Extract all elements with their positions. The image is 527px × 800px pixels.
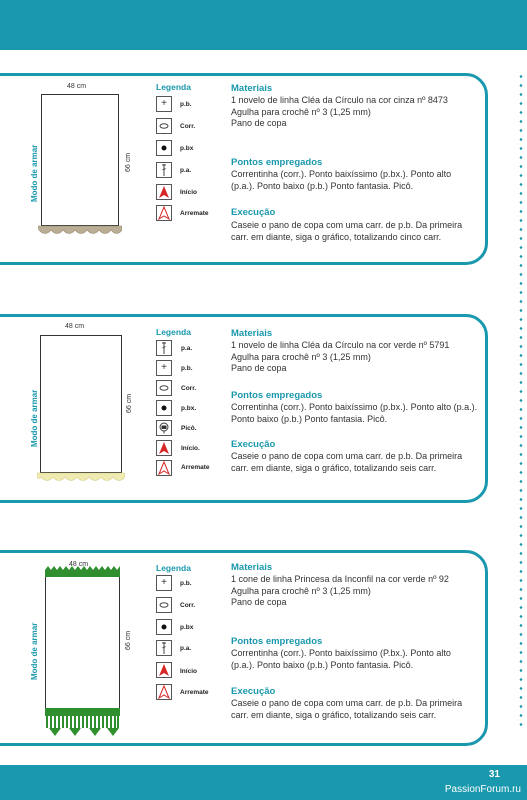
plus-icon: + <box>156 575 172 591</box>
legend-label: Início <box>180 668 197 675</box>
legend-label: Corr. <box>180 602 196 609</box>
legend-label: Início. <box>181 445 200 452</box>
materials-text-3: 1 cone de linha Princesa da Inconfil na cor verde nº 92 Agulha para crochê nº 3 (1,25 mm) Pano de copa <box>231 574 449 607</box>
plus-icon: + <box>156 360 172 376</box>
legend-label: p.b. <box>180 101 192 108</box>
execution-text-3: Caseie o pano de copa com uma carr. de p.b. Da primeira carr. em diante, siga o gráfico, totalizando seis carr. <box>231 698 463 720</box>
legend-title-1: Legenda <box>156 82 191 92</box>
legend-title-3: Legenda <box>156 563 191 573</box>
materials-title-1: Materiais <box>231 83 273 94</box>
header-bar <box>0 0 527 50</box>
tall-stitch-icon <box>156 162 172 178</box>
lace-edge-2 <box>37 472 125 485</box>
start-arrow-icon <box>156 440 172 456</box>
legend-label: p.b. <box>180 580 192 587</box>
start-arrow-icon <box>156 662 172 678</box>
legend-label: p.bx <box>180 624 194 631</box>
materials-text-2: 1 novelo de linha Cléa da Círculo na cor verde nº 5791 Agulha para crochê nº 3 (1,25 mm) Pano de copa <box>231 340 450 373</box>
legend-label: Picô. <box>181 425 197 432</box>
towel-diagram-3 <box>45 575 120 710</box>
height-dimension-2: 66 cm <box>126 393 133 413</box>
assembly-label-3: Modo de armar <box>30 622 39 680</box>
stitches-text-1: Correntinha (corr.). Ponto baixíssimo (p.bx.). Ponto alto (p.a.). Ponto baixo (p.b.) Ponto fantasia. Picô. <box>231 169 452 191</box>
width-dimension-1: 48 cm <box>67 83 87 90</box>
legend-label: p.a. <box>180 645 192 652</box>
oval-icon <box>156 118 172 134</box>
legend-label: p.bx <box>180 145 194 152</box>
lace-edge-bottom-3 <box>45 708 120 738</box>
legend-label: Início <box>180 189 197 196</box>
end-arrow-icon <box>156 205 172 221</box>
stitches-title-2: Pontos empregados <box>231 390 323 401</box>
dot-icon <box>156 619 172 635</box>
start-arrow-icon <box>156 184 172 200</box>
lace-edge-1 <box>38 224 122 238</box>
towel-diagram-2 <box>40 335 122 473</box>
picot-icon <box>156 420 172 436</box>
width-dimension-3: 48 cm <box>69 561 89 568</box>
tall-stitch-icon <box>156 640 172 656</box>
dot-icon <box>156 140 172 156</box>
plus-icon: + <box>156 96 172 112</box>
stitches-text-2: Correntinha (corr.). Ponto baixíssimo (p.bx.). Ponto alto (p.a.). Ponto baixo (p.b.) Ponto fantasia. Picô. <box>231 402 478 424</box>
legend-label: p.a. <box>181 345 193 352</box>
dotted-border <box>518 72 524 732</box>
width-dimension-2: 48 cm <box>65 323 85 330</box>
execution-title-1: Execução <box>231 207 276 218</box>
tall-stitch-icon <box>156 340 172 356</box>
legend-label: Arremate <box>181 464 210 471</box>
page-number: 31 <box>488 769 500 780</box>
legend-label: p.bx. <box>181 405 197 412</box>
execution-text-1: Caseie o pano de copa com uma carr. de p.b. Da primeira carr. em diante, siga o gráfico, totalizando cinco carr. <box>231 220 463 242</box>
legend-label: Corr. <box>180 123 196 130</box>
materials-title-2: Materiais <box>231 328 273 339</box>
towel-diagram-1 <box>41 94 119 226</box>
legend-label: p.a. <box>180 167 192 174</box>
execution-title-2: Execução <box>231 439 276 450</box>
watermark: PassionForum.ru <box>444 784 521 795</box>
legend-label: p.b. <box>181 365 193 372</box>
legend-label: Corr. <box>181 385 197 392</box>
materials-title-3: Materiais <box>231 562 273 573</box>
end-arrow-icon <box>156 684 172 700</box>
stitches-title-3: Pontos empregados <box>231 636 323 647</box>
dot-icon <box>156 400 172 416</box>
materials-text-1: 1 novelo de linha Cléa da Círculo na cor cinza nº 8473 Agulha para crochê nº 3 (1,25 mm) Pano de copa <box>231 95 448 128</box>
assembly-label-2: Modo de armar <box>30 389 39 447</box>
oval-icon <box>156 380 172 396</box>
height-dimension-1: 66 cm <box>125 152 132 172</box>
stitches-text-3: Correntinha (corr.). Ponto baixíssimo (P.bx.). Ponto alto (p.a.). Ponto baixo (p.b.) Ponto fantasia. Picô. <box>231 648 451 670</box>
execution-title-3: Execução <box>231 686 276 697</box>
stitches-title-1: Pontos empregados <box>231 157 323 168</box>
execution-text-2: Caseie o pano de copa com uma carr. de p.b. Da primeira carr. em diante, siga o gráfico, totalizando seis carr. <box>231 451 463 473</box>
end-arrow-icon <box>156 460 172 476</box>
height-dimension-3: 66 cm <box>125 630 132 650</box>
legend-label: Arremate <box>180 210 209 217</box>
oval-icon <box>156 597 172 613</box>
legend-title-2: Legenda <box>156 327 191 337</box>
assembly-label-1: Modo de armar <box>30 144 39 202</box>
legend-label: Arremate <box>180 689 209 696</box>
